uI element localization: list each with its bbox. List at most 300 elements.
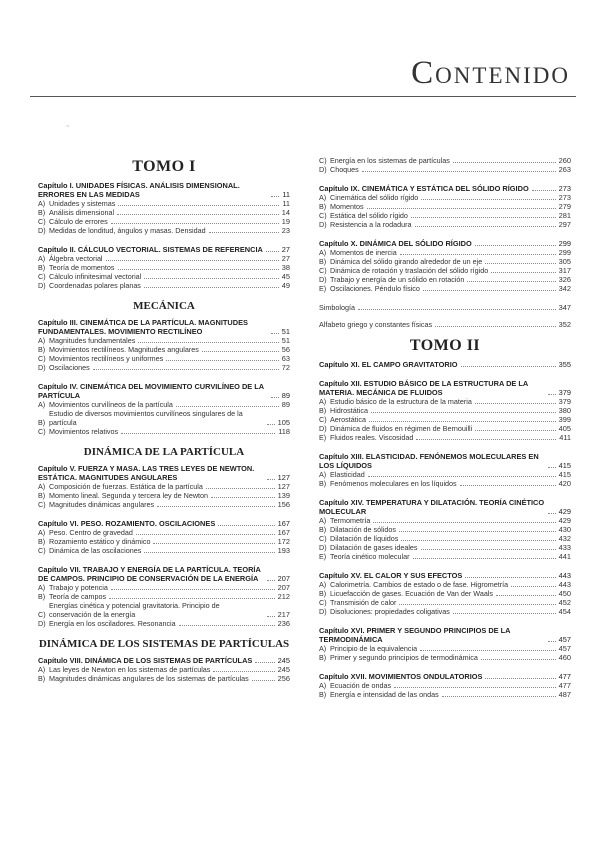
dot-leader xyxy=(371,412,556,413)
toc-entry[interactable] xyxy=(38,537,290,546)
page-number: 105 xyxy=(277,418,290,427)
entry-title: Dilatación de sólidos xyxy=(330,525,396,534)
dot-leader xyxy=(271,196,279,197)
toc-entry[interactable] xyxy=(319,397,571,406)
toc-entry[interactable] xyxy=(38,226,290,235)
toc-entry[interactable] xyxy=(38,674,290,683)
toc-entry[interactable] xyxy=(319,406,571,415)
entry-letter: E) xyxy=(319,552,327,561)
dot-leader xyxy=(266,251,279,252)
page-number: 273 xyxy=(558,184,571,193)
entry-letter: B) xyxy=(38,263,46,272)
dot-leader xyxy=(465,577,555,578)
chapter-title[interactable] xyxy=(319,672,571,681)
entry-letter: A) xyxy=(319,580,327,589)
entry-letter: C) xyxy=(38,610,46,619)
chapter-title[interactable] xyxy=(38,656,290,665)
entry-title: Unidades y sistemas xyxy=(49,199,116,208)
chapter-block xyxy=(319,498,571,561)
chapter-title[interactable] xyxy=(38,245,290,254)
chapter-title[interactable] xyxy=(319,498,571,516)
entry-title: Álgebra vectorial xyxy=(49,254,103,263)
dot-leader xyxy=(532,190,556,191)
dot-leader xyxy=(362,171,556,172)
page-number: 27 xyxy=(281,245,290,254)
toc-entry[interactable] xyxy=(319,415,571,424)
chapter-block xyxy=(38,382,290,436)
page-number: 352 xyxy=(558,320,571,329)
dot-leader xyxy=(435,326,556,327)
entry-title: Análisis dimensional xyxy=(49,208,115,217)
dot-leader xyxy=(413,558,556,559)
entry-title: Movimientos relativos xyxy=(49,427,119,436)
toc-entry[interactable] xyxy=(38,601,290,619)
page-number: 299 xyxy=(558,239,571,248)
toc-entry[interactable] xyxy=(319,653,571,662)
dot-leader xyxy=(475,245,556,246)
entry-title: Estática del sólido rígido xyxy=(330,211,408,220)
entry-title: Medidas de londitud, ángulos y masas. Densidad xyxy=(49,226,206,235)
toc-entry[interactable] xyxy=(38,254,290,263)
entry-letter: A) xyxy=(38,336,46,345)
entry-title: Rozamiento estático y dinámico xyxy=(49,537,151,546)
entry-title: Movimientos curvilíneos de la partícula xyxy=(49,400,173,409)
toc-entry[interactable] xyxy=(319,589,571,598)
entry-title: Principio de la equivalencia xyxy=(330,644,418,653)
dot-leader xyxy=(118,205,279,206)
entry-title: Las leyes de Newton en los sistemas de partículas xyxy=(49,665,211,674)
toc-entry[interactable] xyxy=(319,525,571,534)
chapter-title-text: Capítulo XVI. PRIMER Y SEGUNDO PRINCIPIOS DE LA TERMODINÁMICA xyxy=(319,626,511,644)
entry-title: Energía e intensidad de las ondas xyxy=(330,690,439,699)
entry-title: Energía en los osciladores. Resonancia xyxy=(49,619,176,628)
entry-title: Elasticidad xyxy=(330,470,365,479)
entry-title: Estudio de diversos movimientos curvilíneos singulares de la partícula xyxy=(49,409,243,427)
dot-leader xyxy=(421,549,556,550)
scan-mark: ~ xyxy=(66,124,70,130)
page-number: 245 xyxy=(277,656,290,665)
toc-entry[interactable] xyxy=(38,409,290,427)
toc-entry[interactable] xyxy=(38,427,290,436)
dot-leader xyxy=(548,467,556,468)
dot-leader xyxy=(485,263,555,264)
chapter-block xyxy=(319,184,571,229)
dot-leader xyxy=(138,342,278,343)
dot-leader xyxy=(511,586,555,587)
page-number: 433 xyxy=(558,543,571,552)
chapter-block xyxy=(319,626,571,662)
toc-entry[interactable] xyxy=(319,598,571,607)
chapter-block xyxy=(319,571,571,616)
chapter-title-text: Capítulo I. UNIDADES FÍSICAS. ANÁLISIS DIMENSIONAL. ERRORES EN LAS MEDIDAS xyxy=(38,181,240,199)
dot-leader xyxy=(267,616,275,617)
page-number: 432 xyxy=(558,534,571,543)
page-number: 347 xyxy=(558,303,571,312)
page-number: 38 xyxy=(281,263,290,272)
toc-entry[interactable] xyxy=(319,681,571,690)
page-number: 380 xyxy=(558,406,571,415)
entry-title: Magnitudes dinámicas angulares xyxy=(49,500,155,509)
page-number: 279 xyxy=(558,202,571,211)
chapter-title[interactable] xyxy=(319,452,571,470)
entry-letter: D) xyxy=(319,220,327,229)
page-number: 72 xyxy=(281,363,290,372)
chapter-title[interactable] xyxy=(319,184,571,193)
chapter-title[interactable] xyxy=(319,571,571,580)
page-number: 429 xyxy=(558,507,571,516)
entry-title: Energía en los sistemas de partículas xyxy=(330,156,450,165)
dot-leader xyxy=(411,217,556,218)
page-number: 326 xyxy=(558,275,571,284)
entry-letter: C) xyxy=(319,211,327,220)
toc-entry[interactable] xyxy=(38,500,290,509)
chapter-title[interactable] xyxy=(319,379,571,397)
dot-leader xyxy=(367,208,556,209)
toc-entry[interactable] xyxy=(319,552,571,561)
page-number: 127 xyxy=(277,473,290,482)
chapter-title[interactable] xyxy=(319,360,571,369)
toc-entry[interactable] xyxy=(38,354,290,363)
toc-entry[interactable] xyxy=(38,482,290,491)
chapter-title-text: Capítulo III. CINEMÁTICA DE LA PARTÍCULA. MAGNITUDES FUNDAMENTALES. MOVIMIENTO RECTILÍNEO xyxy=(38,318,248,336)
toc-entry[interactable] xyxy=(319,211,571,220)
chapter-title[interactable] xyxy=(38,318,290,336)
chapter-title[interactable] xyxy=(38,181,290,199)
toc-entry[interactable] xyxy=(38,528,290,537)
entry-letter: A) xyxy=(38,199,46,208)
page-number: 411 xyxy=(559,433,571,442)
entry-title: Teoría cinético molecular xyxy=(330,552,410,561)
dot-leader xyxy=(401,540,555,541)
dot-leader xyxy=(267,424,275,425)
entry-letter: C) xyxy=(38,217,46,226)
dot-leader xyxy=(211,497,275,498)
chapter-title[interactable] xyxy=(319,239,571,248)
entry-title: Disoluciones: propiedades coligativas xyxy=(330,607,450,616)
dot-leader xyxy=(491,272,555,273)
entry-letter: D) xyxy=(319,543,327,552)
page-number: 172 xyxy=(277,537,290,546)
entry-letter: A) xyxy=(38,254,46,263)
chapter-title-text: Capítulo XI. EL CAMPO GRAVITATORIO xyxy=(319,360,458,369)
toc-entry[interactable] xyxy=(319,433,571,442)
entry-title: Aerostática xyxy=(330,415,366,424)
dot-leader xyxy=(475,403,556,404)
page-number: 51 xyxy=(281,336,290,345)
chapter-title-text: Capítulo VI. PESO. ROZAMIENTO. OSCILACIONES xyxy=(38,519,216,528)
chapter-title[interactable] xyxy=(38,519,290,528)
toc-entry[interactable] xyxy=(38,281,290,290)
chapter-title-text: Capítulo XIV. TEMPERATURA Y DILATACIÓN. TEORÍA CINÉTICO MOLECULAR xyxy=(319,498,545,516)
chapter-block xyxy=(38,519,290,555)
page-number: 212 xyxy=(277,592,290,601)
page-number: 23 xyxy=(281,226,290,235)
entry-title: Primer y segundo principios de termodinámica xyxy=(330,653,478,662)
entry-title: Momentos de inercia xyxy=(330,248,397,257)
chapter-title[interactable] xyxy=(319,626,571,644)
toc-entry[interactable] xyxy=(38,583,290,592)
entry-letter: D) xyxy=(38,281,46,290)
page-number: 156 xyxy=(277,500,290,509)
page-number: 430 xyxy=(558,525,571,534)
page-number: 477 xyxy=(558,672,571,681)
page-number: 452 xyxy=(558,598,571,607)
chapter-block xyxy=(38,464,290,509)
entry-letter: D) xyxy=(38,226,46,235)
toc-entry[interactable] xyxy=(319,284,571,293)
toc-entry[interactable] xyxy=(38,491,290,500)
toc-entry[interactable] xyxy=(319,156,571,165)
toc-entry[interactable] xyxy=(319,690,571,699)
dot-leader xyxy=(213,671,274,672)
entry-letter: A) xyxy=(38,665,46,674)
entry-title: Dilatación de gases ideales xyxy=(330,543,418,552)
chapter-title-text: Capítulo II. CÁLCULO VECTORIAL. SISTEMAS DE REFERENCIA xyxy=(38,245,263,254)
toc-entry[interactable] xyxy=(319,424,571,433)
entry-title: Momento lineal. Segunda y tercera ley de Newton xyxy=(49,491,209,500)
page-number: 11 xyxy=(282,190,290,199)
entry-letter: B) xyxy=(38,674,46,683)
entry-letter: C) xyxy=(319,598,327,607)
entry-letter: B) xyxy=(38,592,46,601)
page-title: Contenido xyxy=(411,55,570,91)
page-number: 342 xyxy=(558,284,571,293)
entry-letter: A) xyxy=(38,583,46,592)
toc-entry[interactable] xyxy=(38,619,290,628)
dot-leader xyxy=(109,598,275,599)
entry-title: Licuefacción de gases. Ecuación de Van der Waals xyxy=(330,589,494,598)
toc-entry[interactable] xyxy=(319,516,571,525)
page-number: 118 xyxy=(278,427,290,436)
dot-leader xyxy=(358,309,556,310)
entry-title: Alfabeto griego y constantes físicas xyxy=(319,320,433,329)
entry-title: Teoría de campos xyxy=(49,592,107,601)
page-number: 420 xyxy=(558,479,571,488)
toc-entry[interactable] xyxy=(38,208,290,217)
page-number: 217 xyxy=(277,610,290,619)
dot-leader xyxy=(394,687,556,688)
toc-entry[interactable] xyxy=(38,592,290,601)
dot-leader xyxy=(206,488,275,489)
dot-leader xyxy=(118,269,279,270)
entry-title: Ecuación de ondas xyxy=(330,681,392,690)
entry-title: Oscilaciones. Péndulo físico xyxy=(330,284,420,293)
entry-letter: D) xyxy=(319,424,327,433)
page-number: 49 xyxy=(281,281,290,290)
dot-leader xyxy=(548,513,556,514)
dot-leader xyxy=(399,531,556,532)
chapter-title[interactable] xyxy=(38,565,290,583)
toc-entry[interactable] xyxy=(38,345,290,354)
dot-leader xyxy=(117,214,279,215)
dot-leader xyxy=(415,226,556,227)
toc-entry[interactable] xyxy=(319,607,571,616)
dot-leader xyxy=(475,430,555,431)
dot-leader xyxy=(153,543,274,544)
page-number: 415 xyxy=(558,470,571,479)
toc-entry[interactable] xyxy=(319,470,571,479)
entry-letter: C) xyxy=(38,546,46,555)
toc-entry[interactable] xyxy=(319,534,571,543)
toc-entry[interactable] xyxy=(319,275,571,284)
entry-title: Trabajo y energía de un sólido en rotación xyxy=(330,275,465,284)
part-heading: MECÁNICA xyxy=(133,300,195,312)
entry-letter: A) xyxy=(319,193,327,202)
toc-entry[interactable] xyxy=(319,303,571,312)
entry-letter: A) xyxy=(319,470,327,479)
entry-title: Teoría de momentos xyxy=(49,263,115,272)
entry-title: Movimientos rectilíneos y uniformes xyxy=(49,354,164,363)
chapter-block xyxy=(38,181,290,235)
dot-leader xyxy=(267,479,275,480)
entry-title: Termometría xyxy=(330,516,371,525)
dot-leader xyxy=(481,659,556,660)
page-number: 281 xyxy=(558,211,571,220)
page-number: 379 xyxy=(558,388,571,397)
entry-title: Dinámica del sólido girando alrededor de un eje xyxy=(330,257,483,266)
chapter-block xyxy=(38,318,290,372)
toc-entry[interactable] xyxy=(38,272,290,281)
dot-leader xyxy=(144,552,274,553)
volume-heading: TOMO I xyxy=(132,158,196,175)
toc-entry[interactable] xyxy=(38,336,290,345)
entry-title: Simbología xyxy=(319,303,355,312)
dot-leader xyxy=(373,522,555,523)
dot-leader xyxy=(271,333,279,334)
entry-letter: C) xyxy=(38,500,46,509)
chapter-title[interactable] xyxy=(38,382,290,400)
chapter-block xyxy=(319,379,571,442)
page-number: 19 xyxy=(281,217,290,226)
dot-leader xyxy=(548,641,556,642)
entry-letter: C) xyxy=(38,354,46,363)
page-number: 299 xyxy=(558,248,571,257)
entry-letter: C) xyxy=(319,156,327,165)
page-number: 207 xyxy=(277,574,290,583)
toc-entry[interactable] xyxy=(319,220,571,229)
toc-entry[interactable] xyxy=(38,263,290,272)
entry-title: Cinemática del sólido rígido xyxy=(330,193,419,202)
dot-leader xyxy=(453,613,556,614)
page-number: 51 xyxy=(281,327,290,336)
dot-leader xyxy=(369,421,556,422)
entry-title: Transmisión de calor xyxy=(330,598,397,607)
toc-entry[interactable] xyxy=(38,217,290,226)
entry-letter: E) xyxy=(319,284,327,293)
toc-entry[interactable] xyxy=(38,400,290,409)
toc-entry[interactable] xyxy=(319,580,571,589)
dot-leader xyxy=(423,290,556,291)
entry-letter: B) xyxy=(319,525,327,534)
page-number: 11 xyxy=(282,199,290,208)
dot-leader xyxy=(496,595,556,596)
toc-entry[interactable] xyxy=(319,644,571,653)
entry-letter: B) xyxy=(38,537,46,546)
dot-leader xyxy=(93,369,279,370)
dot-leader xyxy=(144,278,278,279)
volume-heading: TOMO II xyxy=(409,337,481,354)
entry-title: Calorimetría. Cambios de estado o de fase. Higrometría xyxy=(330,580,509,589)
entry-letter: D) xyxy=(319,165,327,174)
page-number: 443 xyxy=(558,571,571,580)
entry-title: Trabajo y potencia xyxy=(49,583,108,592)
chapter-title-text: Capítulo XII. ESTUDIO BÁSICO DE LA ESTRUCTURA DE LA MATERIA. MECÁNICA DE FLUIDOS xyxy=(319,379,528,397)
entry-letter: A) xyxy=(319,644,327,653)
toc-entry[interactable] xyxy=(38,199,290,208)
dot-leader xyxy=(461,366,556,367)
dot-leader xyxy=(136,534,275,535)
toc-entry[interactable] xyxy=(38,363,290,372)
entry-letter: A) xyxy=(319,397,327,406)
dot-leader xyxy=(255,662,274,663)
chapter-title-text: Capítulo XV. EL CALOR Y SUS EFECTOS xyxy=(319,571,463,580)
entry-title: Estudio básico de la estructura de la materia xyxy=(330,397,472,406)
toc-entry[interactable] xyxy=(319,479,571,488)
chapter-title-text: Capítulo V. FUERZA Y MASA. LAS TRES LEYES DE NEWTON. ESTÁTICA. MAGNITUDES ANGULARES xyxy=(38,464,255,482)
entry-letter: B) xyxy=(319,653,327,662)
entry-letter: C) xyxy=(38,272,46,281)
toc-entry[interactable] xyxy=(319,257,571,266)
entry-title: Energías cinética y potencial gravitatoria. Principio de conservación de la energía xyxy=(49,601,220,619)
page-number: 14 xyxy=(281,208,290,217)
page-number: 193 xyxy=(277,546,290,555)
entry-title: Oscilaciones xyxy=(49,363,90,372)
entry-title: Peso. Centro de gravedad xyxy=(49,528,133,537)
dot-leader xyxy=(106,260,279,261)
dot-leader xyxy=(121,433,275,434)
entry-letter: B) xyxy=(319,202,327,211)
entry-title: Cálculo de errores xyxy=(49,217,108,226)
toc-entry[interactable] xyxy=(319,165,571,174)
entry-title: Fluidos reales. Viscosidad xyxy=(330,433,414,442)
page-number: 297 xyxy=(558,220,571,229)
toc-entry[interactable] xyxy=(38,546,290,555)
chapter-block xyxy=(319,672,571,699)
dot-leader xyxy=(399,604,555,605)
toc-entry[interactable] xyxy=(319,543,571,552)
chapter-block xyxy=(38,245,290,290)
page-number: 167 xyxy=(277,528,290,537)
entry-letter: B) xyxy=(319,257,327,266)
entry-letter: B) xyxy=(319,690,327,699)
entry-letter: B) xyxy=(319,479,327,488)
chapter-block xyxy=(38,656,290,683)
entry-letter: A) xyxy=(38,482,46,491)
chapter-block xyxy=(38,565,290,628)
page-number: 207 xyxy=(277,583,290,592)
entry-letter: E) xyxy=(319,433,327,442)
dot-leader xyxy=(157,506,275,507)
chapter-block xyxy=(319,239,571,293)
chapter-title-text: Capítulo VII. TRABAJO Y ENERGÍA DE LA PARTÍCULA. TEORÍA DE CAMPOS. PRINCIPIO DE CONSERVACIÓN DE LA ENERGÍA xyxy=(38,565,261,583)
entry-title: Cálculo infinitesimal vectorial xyxy=(49,272,142,281)
chapter-block xyxy=(319,360,571,369)
toc-entry[interactable] xyxy=(319,193,571,202)
toc-entry[interactable] xyxy=(319,320,571,329)
toc-entry[interactable] xyxy=(319,266,571,275)
dot-leader xyxy=(548,394,556,395)
toc-entry[interactable] xyxy=(38,665,290,674)
toc-entry[interactable] xyxy=(319,248,571,257)
toc-entry[interactable] xyxy=(319,202,571,211)
page-number: 167 xyxy=(277,519,290,528)
dot-leader xyxy=(202,351,279,352)
page-number: 45 xyxy=(281,272,290,281)
chapter-block xyxy=(319,452,571,488)
dot-leader xyxy=(416,439,556,440)
chapter-title[interactable] xyxy=(38,464,290,482)
page-number: 256 xyxy=(277,674,290,683)
